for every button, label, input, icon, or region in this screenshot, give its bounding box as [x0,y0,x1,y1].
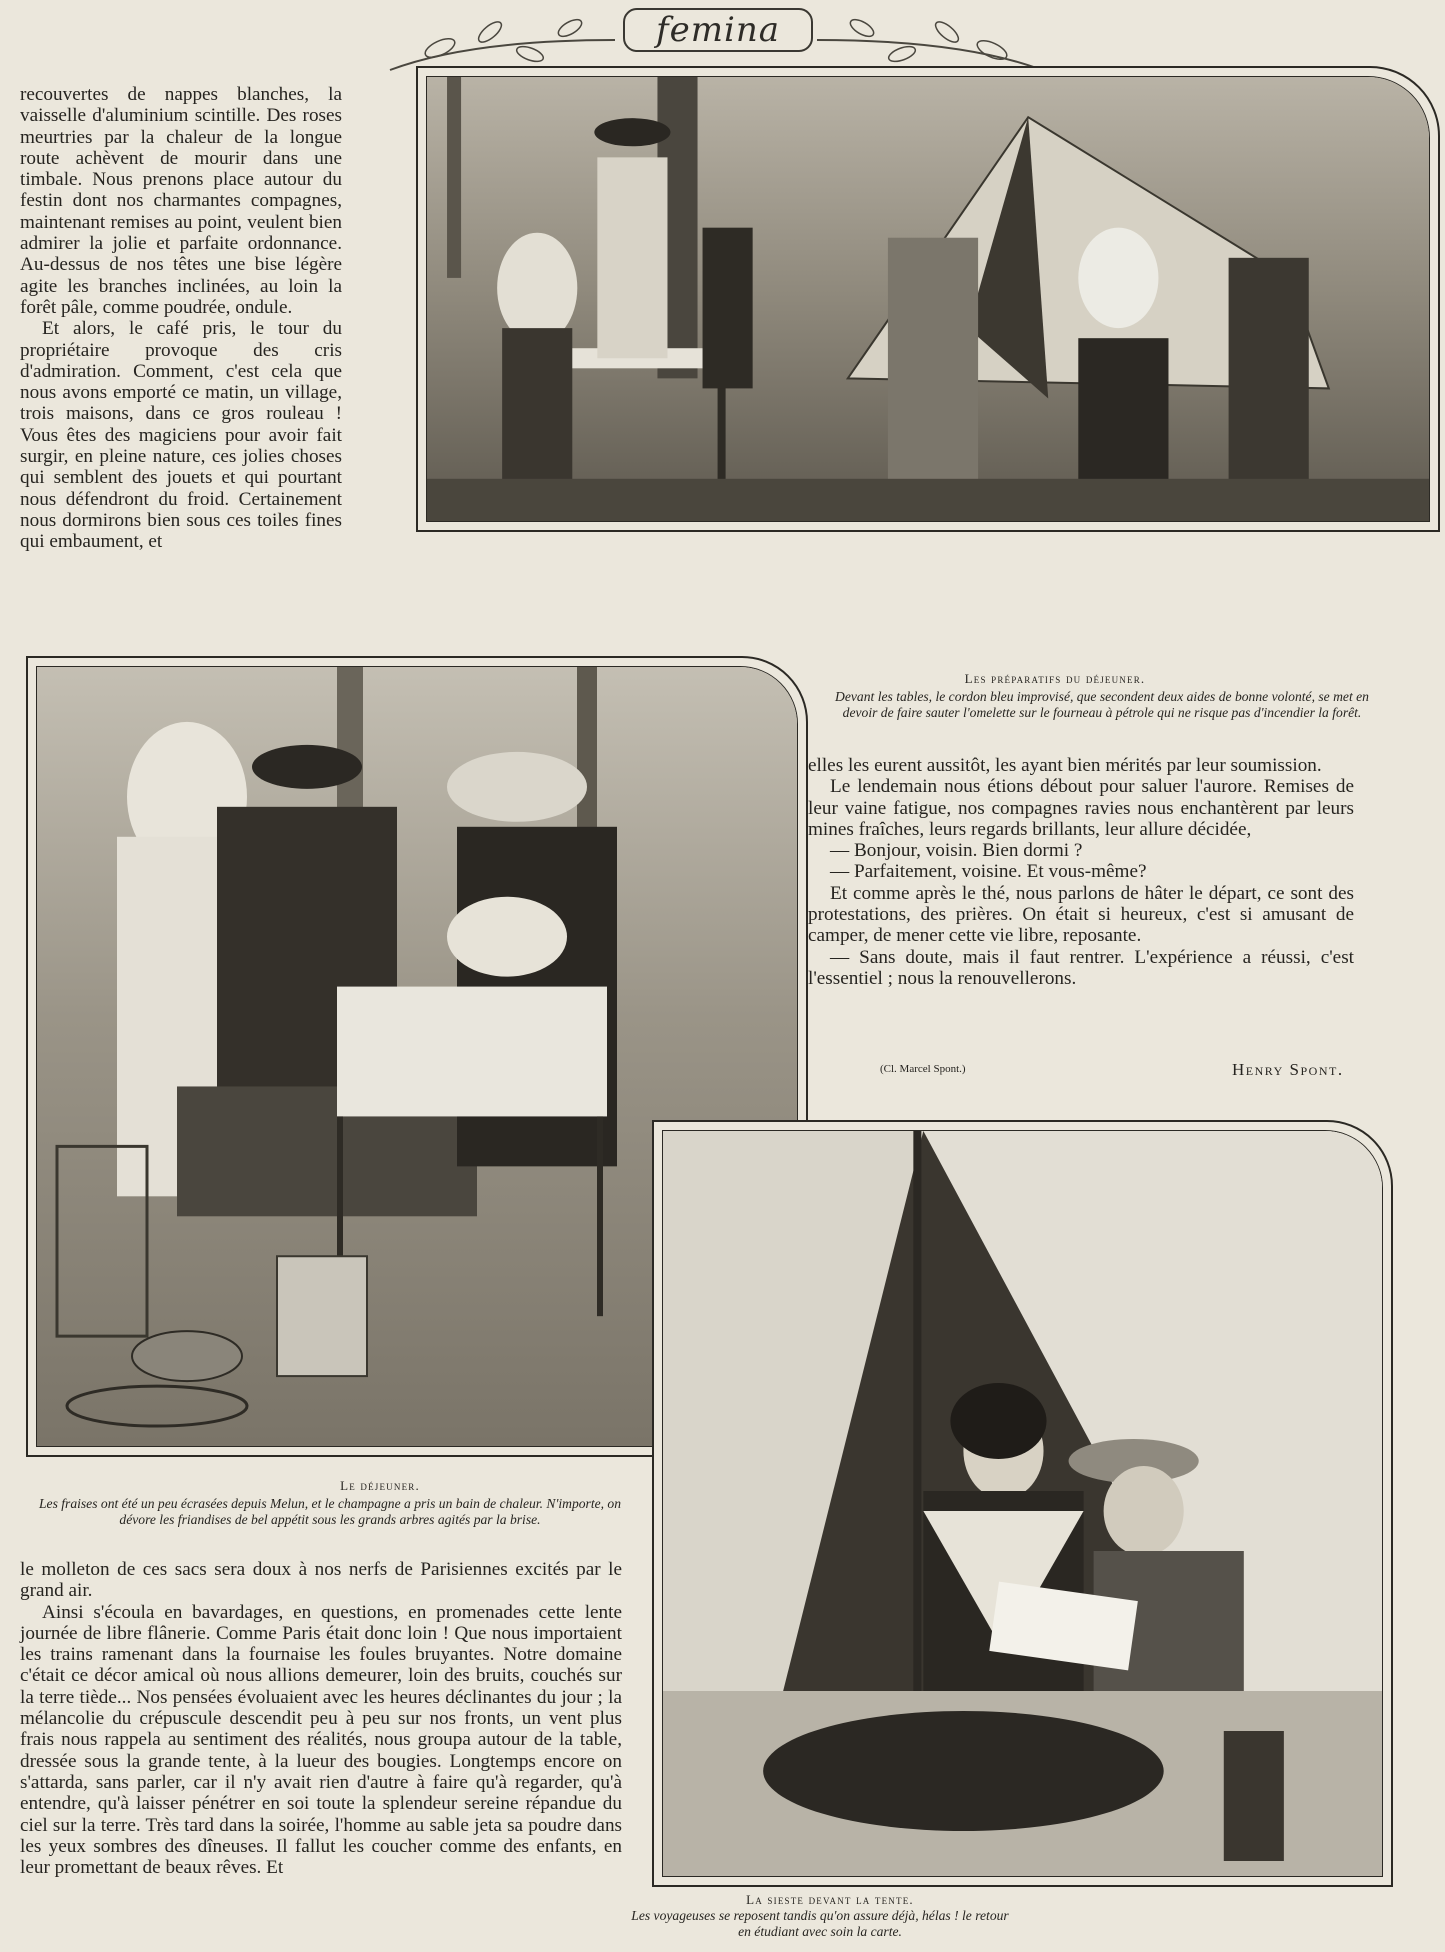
author-signature: Henry Spont. [1232,1060,1344,1079]
caption-text-sieste: Les voyageuses se reposent tandis qu'on assure déjà, hélas ! le retour en étudiant avec soin la carte. [631,1908,1009,1939]
caption-text-preparatifs: Devant les tables, le cordon bleu improvisé, que secondent deux aides de bonne volonté, se met en devoir de faire sauter l'omelette sur le fourneau à pétrole qui ne risque pas d'incendier la forêt. [835,689,1369,720]
paragraph: — Sans doute, mais il faut rentrer. L'expérience a réussi, c'est l'essentiel ; nous la renouvellerons. [808,946,1354,989]
paragraph: elles les eurent aussitôt, les ayant bien mérités par leur soumission. [808,755,1322,776]
photo-sieste [663,1131,1382,1876]
paragraph: Ainsi s'écoula en bavardages, en questions, en promenades cette lente journée de libre flânerie. Comme Paris était donc loin ! Que nous importaient les trains ramenant dans la fournaise les foules bruyantes. Notre domaine c'était ce décor amical où nous allions demeurer, loin des bruits, couchés sur la terre tiède... Nos pensées évoluaient avec les heures déclinantes du jour ; la mélancolie du crépuscule descendit peu à peu sur nos fronts, un vent plus frais nous rappela au sentiment des réalités, nous groupa autour de la table, dressée sous la grande tente, à la lueur des bougies. Longtemps encore on s'attarda, sans parler, car il n'y avait rien d'autre à faire qu'à regarder, qu'à entendre, qu'à laisser pénétrer en soi toute la splendeur sereine répandue du ciel sur la terre. Très tard dans la soirée, l'homme au sable jeta sa poudre dans les yeux sombres des dîneuses. Il fallut les coucher comme des enfants, en leur promettant de beaux rêves. Et [20,1601,622,1879]
photo-credit: (Cl. Marcel Spont.) [880,1063,966,1075]
article-column-right [808,755,1354,989]
paragraph: Et comme après le thé, nous parlons de hâter le départ, ce sont des protestations, des prières. On était si heureux, c'est si amusant de camper, de mener cette vie libre, reposante. [808,882,1354,947]
paragraph: recouvertes de nappes blanches, la vaisselle d'aluminium scintille. Des roses meurtries par la chaleur de la longue route achèvent de mourir dans une timbale. Nous prenons place autour du festin dont nos charmantes compagnes, maintenant remises au point, veulent bien admirer la jolie et parfaite ordonnance. Au-dessus de nos têtes une bise légère agite les branches inclinées, au loin la forêt pâle, comme poudrée, ondule. [20,84,342,318]
article-column-bottom [20,1559,622,1878]
paragraph: Et alors, le café pris, le tour du propriétaire provoque des cris d'admiration. Comment, c'est cela que nous avons emporté ce matin, un village, trois maisons, dans ce gros rouleau ! Vous êtes des magiciens pour avoir fait surgir, en pleine nature, ces jolies choses qui semblent des jouets et qui pourtant nous défendront du froid. Certainement nous dormirons bien sous ces toiles fines qui embaument, et [20,318,342,553]
caption-text-dejeuner: Les fraises ont été un peu écrasées depuis Melun, et le champagne a pris un bain de chaleur. N'importe, on dévore les friandises de bel appétit sous les grands arbres agités par la brise. [38,1496,622,1527]
masthead-title: femina [623,8,813,52]
caption-title-dejeuner: Le déjeuner. [340,1478,420,1493]
photo-sieste-frame [652,1120,1393,1887]
article-column-1 [20,84,342,553]
paragraph: Le lendemain nous étions débout pour saluer l'aurore. Remises de leur vaine fatigue, nos compagnes ravies nous enchantèrent par leurs mines fraîches, leurs regards brillants, leur allure décidée, [808,776,1354,840]
paragraph: — Parfaitement, voisine. Et vous-même? [830,861,1147,883]
photo-preparatifs [427,77,1429,521]
caption-title-preparatifs: Les préparatifs du déjeuner. [964,671,1146,686]
paragraph: — Bonjour, voisin. Bien dormi ? [830,840,1083,862]
photo-preparatifs-frame [416,66,1440,532]
caption-title-sieste: La sieste devant la tente. [746,1892,914,1907]
paragraph: le molleton de ces sacs sera doux à nos nerfs de Parisiennes excités par le grand air. [20,1559,622,1602]
